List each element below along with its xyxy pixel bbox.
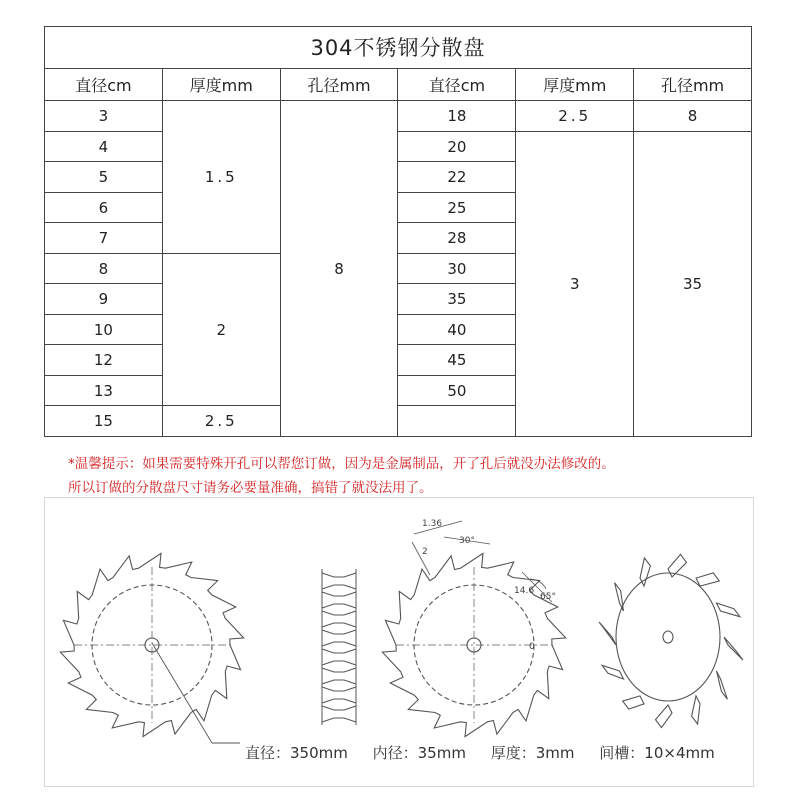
perspective-tooth <box>692 696 700 724</box>
left-thickness-cell: 2 <box>162 253 280 406</box>
perspective-tooth <box>717 603 740 617</box>
left-diameter-cell: 12 <box>45 345 163 376</box>
perspective-tooth <box>623 696 644 709</box>
right-diameter-cell: 40 <box>398 314 516 345</box>
disc-center-hole <box>663 631 673 643</box>
perspective-tooth <box>717 671 728 699</box>
dim-label-2: 2 <box>422 547 428 557</box>
left-diameter-cell: 6 <box>45 192 163 223</box>
left-diameter-cell: 9 <box>45 284 163 315</box>
right-thickness-cell: 3 <box>516 131 634 436</box>
left-diameter-cell: 10 <box>45 314 163 345</box>
dim-label-1-36: 1.36 <box>422 519 443 529</box>
header-thickness-left: 厚度mm <box>162 68 280 101</box>
side-tooth <box>322 573 356 589</box>
table-row <box>45 101 752 132</box>
side-tooth <box>322 611 356 627</box>
perspective-tooth <box>640 558 650 586</box>
header-thickness-right: 厚度mm <box>516 68 634 101</box>
specs-caption <box>245 742 729 763</box>
perspective-tooth <box>599 622 616 645</box>
right-diameter-cell: 45 <box>398 345 516 376</box>
table-header-row <box>45 68 752 101</box>
perspective-tooth <box>602 665 623 679</box>
right-hole-first-cell: 8 <box>634 101 752 132</box>
left-diameter-cell: 8 <box>45 253 163 284</box>
left-diameter-cell: 5 <box>45 162 163 193</box>
disc-perspective-view <box>599 554 743 727</box>
side-tooth <box>322 592 356 608</box>
left-diameter-cell: 4 <box>45 131 163 162</box>
right-diameter-cell: 28 <box>398 223 516 254</box>
right-diameter-cell: 25 <box>398 192 516 223</box>
left-diameter-cell: 13 <box>45 375 163 406</box>
disc-side-view <box>322 569 356 725</box>
header-hole-left: 孔径mm <box>280 68 398 101</box>
left-thickness-cell: 1.5 <box>162 101 280 254</box>
left-diameter-cell: 7 <box>45 223 163 254</box>
side-tooth <box>322 630 356 646</box>
dim-label-14-6: 14.6 <box>514 586 535 596</box>
left-thickness-cell: 2.5 <box>162 406 280 437</box>
disc-front-view <box>60 553 243 736</box>
right-diameter-cell: 18 <box>398 101 516 132</box>
perspective-tooth <box>656 705 673 728</box>
warning-note-line2: 所以订做的分散盘尺寸请务必要量准确，搞错了就没法用了。 <box>68 480 433 496</box>
caption-thickness: 厚度：3mm <box>490 744 575 762</box>
dim-label-30deg: 30° <box>459 536 475 546</box>
leader-line <box>152 643 212 743</box>
side-tooth <box>322 687 356 703</box>
disc-teeth-outline <box>60 553 243 736</box>
perspective-tooth <box>724 637 743 660</box>
header-diameter-left: 直径cm <box>45 68 163 101</box>
table-title: 304不锈钢分散盘 <box>45 27 752 69</box>
right-diameter-cell: 50 <box>398 375 516 406</box>
right-diameter-cell: 22 <box>398 162 516 193</box>
right-diameter-cell: 30 <box>398 253 516 284</box>
caption-slot: 间槽：10×4mm <box>599 744 715 762</box>
dim-label-0: 0 <box>529 642 535 652</box>
header-hole-right: 孔径mm <box>634 68 752 101</box>
header-diameter-right: 直径cm <box>398 68 516 101</box>
right-diameter-empty-cell <box>398 406 516 437</box>
right-diameter-cell: 20 <box>398 131 516 162</box>
side-tooth <box>322 649 356 665</box>
spec-table <box>44 26 752 437</box>
perspective-tooth <box>696 573 719 586</box>
left-diameter-cell: 15 <box>45 406 163 437</box>
dim-label-65deg: 65° <box>540 592 556 602</box>
caption-inner-diameter: 内径：35mm <box>372 744 466 762</box>
side-tooth <box>322 706 356 722</box>
side-tooth <box>322 668 356 684</box>
right-hole-cell: 35 <box>634 131 752 436</box>
left-diameter-cell: 3 <box>45 101 163 132</box>
disc-perspective-rim <box>616 573 720 701</box>
right-thickness-first-cell: 2.5 <box>516 101 634 132</box>
warning-note-line1: *温馨提示：如果需要特殊开孔可以帮您订做，因为是金属制品，开了孔后就没办法修改的。 <box>68 456 615 472</box>
left-hole-cell: 8 <box>280 101 398 437</box>
table-row <box>45 131 752 162</box>
caption-diameter: 直径：350mm <box>245 744 348 762</box>
right-diameter-cell: 35 <box>398 284 516 315</box>
